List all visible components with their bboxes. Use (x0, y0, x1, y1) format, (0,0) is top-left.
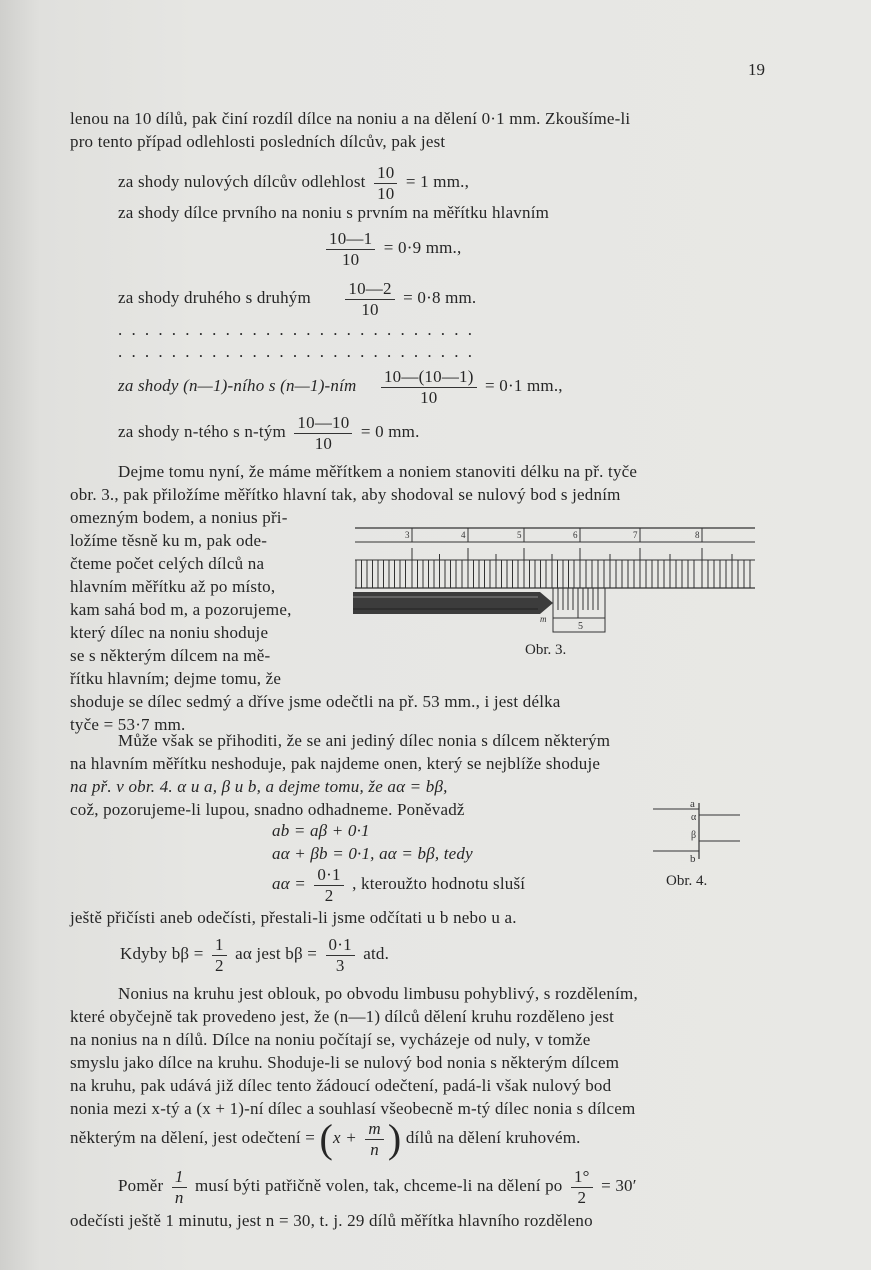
equation-reading (70, 1114, 581, 1162)
fraction (365, 1119, 383, 1160)
fraction-numerator: 10—(10—1) (381, 367, 477, 388)
fraction (381, 367, 477, 408)
fraction-denominator: n (370, 1139, 379, 1159)
paragraph-line: nonia mezi x-tý a (x + 1)-ní dílec a souhlasí všeobecně m-tý dílec nonia s dílcem (70, 1099, 636, 1118)
paragraph-line: čteme počet celých dílců na (70, 554, 265, 573)
equation-text: atd. (363, 944, 390, 963)
fraction-denominator: 10 (314, 433, 333, 453)
paragraph-line: odečísti ještě 1 minutu, jest n = 30, t. j. 29 dílů měřítka hlavního rozděleno (70, 1211, 593, 1230)
ellipsis-row-1: ........................... (118, 320, 482, 339)
figure-3-caption: Obr. 3. (525, 642, 567, 658)
fraction-denominator: 3 (335, 955, 345, 975)
scale-label: 7 (633, 530, 638, 540)
paragraph-line: ještě přičísti aneb odečísti, přestali-li jsme odčítati u b nebo u a. (70, 908, 517, 927)
fraction-denominator: 2 (214, 955, 224, 975)
fraction-denominator: 10 (341, 249, 360, 269)
fraction-numerator: 1 (172, 1167, 187, 1188)
fraction-numerator: 10 (374, 163, 397, 184)
fraction-numerator: 10—10 (294, 413, 352, 434)
fraction-numerator: 0·1 (326, 935, 355, 956)
equation-result: = 0·1 mm., (485, 376, 563, 395)
fraction-denominator: 10 (420, 387, 438, 407)
paragraph-line: na př. v obr. 4. α u a, β u b, a dejme tomu, že aα = bβ, (70, 777, 448, 796)
equation-variable: x + (333, 1128, 357, 1147)
fraction-numerator: 10—1 (326, 229, 375, 250)
fraction-numerator: 1 (212, 935, 227, 956)
scale-label: 4 (461, 530, 466, 540)
label-a: a (690, 798, 695, 810)
fraction (294, 413, 352, 454)
fraction (374, 163, 397, 204)
fraction (314, 865, 343, 906)
equation-lhs: aα = (272, 874, 306, 893)
equation-n-match (118, 410, 420, 454)
fraction-denominator: 10 (377, 183, 395, 203)
paragraph-line: se s některým dílcem na mě- (70, 646, 271, 665)
figure-3-vernier-diagram (350, 520, 760, 640)
scale-label: 3 (405, 530, 410, 540)
equation-second-match (118, 276, 476, 320)
fraction (345, 279, 394, 320)
paragraph-line: hlavním měřítku až po místo, (70, 577, 276, 596)
paragraph-line: omezným bodem, a nonius při- (70, 508, 288, 527)
paragraph-line: smyslu jako dílce na kruhu. Shoduje-li se nulový bod nonia s některým dílcem (70, 1053, 620, 1072)
equation-result: = 0 mm. (360, 422, 420, 441)
fraction-numerator: m (365, 1119, 383, 1140)
equation-text: Poměr (118, 1176, 164, 1195)
paragraph-line: na kruhu, pak udává již dílec tento žádoucí odečtení, padá-li však nulový bod (70, 1076, 612, 1095)
equation-kdyby (120, 930, 389, 978)
left-parenthesis: ( (319, 1116, 334, 1162)
equation-zero-shift (118, 160, 469, 204)
equation-text: , kteroužto hodnotu sluší (352, 874, 526, 893)
equation-result: = 0·9 mm., (383, 238, 462, 257)
equation-label: za shody (n—1)-ního s (n—1)-ním (118, 376, 357, 395)
nonius-label: 5 (578, 621, 583, 632)
ellipsis-row-2: ........................... (118, 342, 482, 361)
equation-text: Kdyby bβ = (120, 944, 204, 963)
fraction-numerator: 1° (571, 1167, 593, 1188)
equation-result: = 1 mm., (405, 172, 470, 191)
equation-result: = 0·8 mm. (403, 288, 477, 307)
fraction (326, 935, 355, 976)
label-b: b (690, 853, 696, 865)
fraction-denominator: 2 (324, 885, 334, 905)
scale-label: 6 (573, 530, 578, 540)
equation-n-minus-1-match (118, 364, 563, 408)
fraction-denominator: 10 (361, 299, 379, 319)
fraction-denominator: n (174, 1187, 184, 1207)
page-number: 19 (748, 60, 765, 79)
paragraph-line: což, pozorujeme-li lupou, snadno odhadneme. Poněvadž (70, 800, 465, 819)
equation-label: za shody nulových dílcův odlehlost (118, 172, 366, 191)
label-alpha: α (691, 812, 697, 823)
figure-4-caption: Obr. 4. (666, 873, 708, 889)
paragraph-line: který dílec na noniu shoduje (70, 623, 269, 642)
paragraph-line: tyče = 53·7 mm. (70, 715, 186, 734)
paragraph-line: Dejme tomu nyní, že máme měřítkem a noniem stanoviti délku na př. tyče (118, 462, 638, 481)
scale-label: 8 (695, 530, 700, 540)
equation-text: dílů na dělení kruhovém. (405, 1128, 581, 1147)
text-line-2: pro tento případ odlehlosti posledních dílcův, pak jest (70, 132, 446, 151)
equation-text: musí býti patřičně volen, tak, chceme-li na dělení po (195, 1176, 563, 1195)
fraction (212, 935, 227, 976)
equation-half (272, 862, 525, 906)
equation-text: aα jest bβ = (235, 944, 318, 963)
fraction (172, 1167, 187, 1208)
paragraph-line: řítku hlavním; dejme tomu, že (70, 669, 282, 688)
paragraph-line: shoduje se dílec sedmý a dříve jsme odečtli na př. 53 mm., i jest délka (70, 692, 561, 711)
fraction-numerator: 0·1 (314, 865, 343, 886)
label-beta: β (691, 830, 697, 841)
equation-ab: ab = aβ + 0·1 (272, 821, 370, 840)
paragraph-line: na nonius na n dílů. Dílce na noniu počítají se, vycházeje od nuly, v tomže (70, 1030, 591, 1049)
point-label: m (540, 614, 547, 624)
text-line-1: lenou na 10 dílů, pak činí rozdíl dílce na noniu a na dělení 0·1 mm. Zkoušíme-li (70, 109, 631, 128)
paragraph-line: na hlavním měřítku neshoduje, pak najdeme onen, který se nejblíže shoduje (70, 754, 601, 773)
fraction (326, 229, 375, 270)
equation-ratio (118, 1162, 637, 1210)
equation-first-match (322, 226, 461, 270)
paragraph-line: které obyčejně tak provedeno jest, že (n—1) dílců dělení kruhu rozděleno jest (70, 1007, 615, 1026)
paragraph-line: Nonius na kruhu jest oblouk, po obvodu limbusu pohyblivý, s rozdělením, (118, 984, 638, 1003)
paragraph-line: Může však se přihoditi, že se ani jediný dílec nonia s dílcem některým (118, 731, 611, 750)
equation-label: za shody druhého s druhým (118, 288, 311, 307)
equation-alpha-beta: aα + βb = 0·1, aα = bβ, tedy (272, 844, 473, 863)
fraction-denominator: 2 (577, 1187, 587, 1207)
paragraph-line: kam sahá bod m, a pozorujeme, (70, 600, 292, 619)
paragraph-line: obr. 3., pak přiložíme měřítko hlavní tak, aby shodoval se nulový bod s jedním (70, 485, 621, 504)
text-line-first-match: za shody dílce prvního na noniu s prvním na měřítku hlavním (118, 203, 550, 222)
equation-label: za shody n-tého s n-tým (118, 422, 286, 441)
paragraph-line: ložíme těsně ku m, pak ode- (70, 531, 268, 550)
right-parenthesis: ) (387, 1116, 402, 1162)
figure-4-diagram (650, 795, 750, 875)
scale-label: 5 (517, 530, 522, 540)
equation-text: některým na dělení, jest odečtení = (70, 1128, 316, 1147)
fraction (571, 1167, 593, 1208)
fraction-numerator: 10—2 (345, 279, 394, 300)
equation-text: = 30′ (601, 1176, 637, 1195)
